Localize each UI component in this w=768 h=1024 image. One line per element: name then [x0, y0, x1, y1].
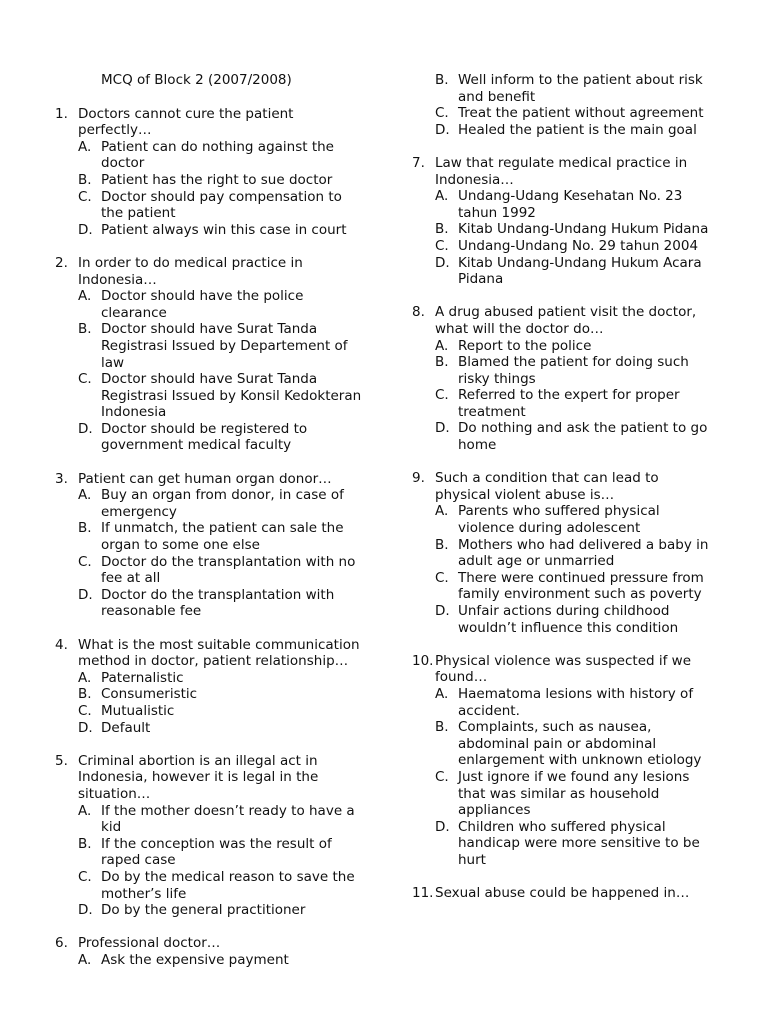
answer-options — [435, 686, 712, 869]
option-text: Referred to the expert for proper treatment — [458, 387, 680, 420]
question-item — [55, 637, 365, 737]
option-text: Kitab Undang-Undang Hukum Pidana — [458, 221, 709, 238]
answer-option — [78, 189, 365, 222]
option-letter: C. — [435, 569, 449, 586]
option-text: Doctor do the transplantation with reasonable fee — [101, 586, 335, 620]
option-text: Doctor should have the police clearance — [101, 288, 304, 321]
answer-option — [435, 122, 712, 139]
question-item — [412, 470, 712, 636]
question-text: Professional doctor… — [78, 935, 221, 952]
answer-option — [78, 952, 365, 969]
option-letter: A. — [78, 951, 92, 968]
answer-option — [78, 554, 365, 587]
question-stem — [412, 470, 712, 503]
question-stem — [55, 935, 365, 952]
question-stem — [412, 653, 712, 686]
answer-option — [78, 222, 365, 239]
option-letter: D. — [435, 420, 450, 437]
option-text: Blamed the patient for doing such risky things — [458, 354, 689, 387]
option-text: Consumeristic — [101, 686, 198, 703]
question-number: 11. — [412, 885, 434, 902]
option-text: Mothers who had delivered a baby in adult age or unmarried — [458, 536, 709, 570]
answer-option — [78, 288, 365, 321]
option-letter: B. — [435, 719, 449, 736]
option-letter: A. — [435, 337, 449, 354]
option-text: Kitab Undang-Undang Hukum Acara Pidana — [458, 254, 702, 288]
answer-option — [435, 570, 712, 603]
answer-option — [435, 387, 712, 420]
answer-option — [78, 421, 365, 454]
question-number: 1. — [55, 105, 68, 122]
option-letter: B. — [435, 354, 449, 371]
answer-option — [78, 139, 365, 172]
option-letter: C. — [78, 702, 92, 719]
option-letter: D. — [78, 586, 93, 603]
question-text: What is the most suitable communication method in doctor, patient relationship… — [78, 636, 360, 670]
answer-option — [435, 503, 712, 536]
question-text: Sexual abuse could be happened in… — [435, 885, 690, 902]
left-column — [55, 72, 365, 968]
option-letter: A. — [78, 802, 92, 819]
question-stem — [412, 304, 712, 337]
option-letter: B. — [435, 536, 449, 553]
answer-options — [435, 503, 712, 636]
option-letter: D. — [78, 420, 93, 437]
option-letter: D. — [78, 221, 93, 238]
question-stem — [55, 753, 365, 803]
question-number: 4. — [55, 636, 68, 653]
option-text: Undang-Undang No. 29 tahun 2004 — [458, 237, 699, 254]
answer-option — [435, 221, 712, 238]
option-letter: A. — [78, 138, 92, 155]
option-text: Doctor should pay compensation to the patient — [101, 188, 342, 222]
answer-option — [78, 670, 365, 687]
answer-option — [78, 487, 365, 520]
question-number: 10. — [412, 652, 434, 669]
option-text: Patient can do nothing against the doctor — [101, 138, 334, 172]
question-number: 9. — [412, 470, 425, 487]
question-number: 3. — [55, 470, 68, 487]
answer-options — [435, 72, 712, 138]
option-letter: A. — [78, 288, 92, 305]
option-letter: A. — [435, 503, 449, 520]
answer-options — [78, 487, 365, 620]
option-text: Doctor do the transplantation with no fee at all — [101, 553, 356, 587]
option-text: Children who suffered physical handicap were more sensitive to be hurt — [458, 818, 700, 868]
answer-option — [78, 371, 365, 421]
option-text: If the conception was the result of raped case — [101, 835, 332, 869]
answer-option — [78, 686, 365, 703]
question-stem — [55, 471, 365, 488]
question-item — [55, 255, 365, 454]
option-text: Doctor should have Surat Tanda Registrasi Issued by Departement of law — [101, 321, 348, 371]
answer-options — [435, 338, 712, 454]
answer-option — [435, 255, 712, 288]
option-letter: A. — [435, 188, 449, 205]
question-number: 2. — [55, 254, 68, 271]
question-item — [55, 471, 365, 620]
option-text: Doctor should have Surat Tanda Registrasi Issued by Konsil Kedokteran Indonesia — [101, 371, 362, 421]
option-letter: B. — [435, 72, 449, 88]
option-text: Paternalistic — [101, 669, 184, 686]
answer-option — [435, 603, 712, 636]
answer-options — [435, 188, 712, 288]
option-letter: C. — [435, 237, 449, 254]
answer-option — [435, 238, 712, 255]
option-text: Do by the general practitioner — [101, 902, 306, 919]
option-letter: C. — [78, 188, 92, 205]
option-letter: C. — [435, 768, 449, 785]
question-stem — [55, 637, 365, 670]
question-number: 6. — [55, 935, 68, 952]
right-column — [412, 72, 712, 918]
answer-option — [435, 354, 712, 387]
option-letter: B. — [78, 520, 92, 537]
question-text: Law that regulate medical practice in Indonesia… — [435, 154, 688, 188]
answer-option — [78, 720, 365, 737]
option-text: Report to the police — [458, 337, 592, 354]
question-stem — [55, 255, 365, 288]
option-text: Just ignore if we found any lesions that was similar as household appliances — [458, 768, 690, 819]
option-letter: A. — [78, 487, 92, 504]
question-item — [55, 935, 365, 968]
option-text: Patient has the right to sue doctor — [101, 171, 333, 188]
question-item — [55, 106, 365, 239]
answer-option — [78, 587, 365, 620]
option-letter: B. — [78, 835, 92, 852]
option-text: Well inform to the patient about risk and benefit — [458, 72, 703, 105]
option-text: Haematoma lesions with history of accident. — [458, 685, 694, 719]
option-letter: D. — [435, 121, 450, 138]
option-letter: D. — [435, 254, 450, 271]
option-text: Parents who suffered physical violence during adolescent — [458, 503, 660, 537]
answer-option — [78, 902, 365, 919]
option-text: Buy an organ from donor, in case of emergency — [101, 487, 344, 520]
answer-options — [78, 803, 365, 919]
option-letter: C. — [435, 105, 449, 122]
answer-option — [78, 803, 365, 836]
option-letter: B. — [78, 171, 92, 188]
question-text: Physical violence was suspected if we found… — [435, 652, 691, 686]
question-number: 7. — [412, 154, 425, 171]
option-letter: B. — [435, 221, 449, 238]
question-item — [412, 72, 712, 138]
option-letter: D. — [435, 818, 450, 835]
answer-option — [435, 719, 712, 769]
option-text: If unmatch, the patient can sale the organ to some one else — [101, 520, 344, 554]
option-text: Patient always win this case in court — [101, 221, 347, 238]
answer-option — [78, 836, 365, 869]
option-text: Unfair actions during childhood wouldn’t influence this condition — [458, 603, 679, 636]
question-stem — [412, 155, 712, 188]
option-text: If the mother doesn’t ready to have a kid — [101, 802, 355, 836]
answer-options — [78, 670, 365, 736]
answer-options — [78, 139, 365, 239]
answer-option — [435, 420, 712, 453]
option-text: Ask the expensive payment — [101, 951, 289, 968]
question-item — [412, 304, 712, 453]
question-text: Patient can get human organ donor… — [78, 470, 332, 487]
answer-option — [435, 105, 712, 122]
answer-option — [435, 537, 712, 570]
option-text: Healed the patient is the main goal — [458, 121, 697, 138]
question-number: 8. — [412, 304, 425, 321]
question-stem — [412, 885, 712, 902]
option-text: There were continued pressure from family environment such as poverty — [458, 569, 704, 603]
option-letter: C. — [435, 387, 449, 404]
question-stem — [55, 106, 365, 139]
answer-options — [78, 952, 365, 969]
question-text: A drug abused patient visit the doctor, what will the doctor do… — [435, 304, 697, 337]
option-text: Complaints, such as nausea, abdominal pain or abdominal enlargement with unknown etiology — [458, 719, 702, 769]
option-letter: C. — [78, 553, 92, 570]
option-letter: B. — [78, 686, 92, 703]
answer-option — [78, 321, 365, 371]
option-text: Mutualistic — [101, 702, 175, 719]
option-text: Do by the medical reason to save the mother’s life — [101, 868, 355, 902]
question-item — [412, 653, 712, 869]
option-letter: C. — [78, 371, 92, 388]
answer-option — [78, 869, 365, 902]
question-text: Criminal abortion is an illegal act in Indonesia, however it is legal in the situation… — [78, 752, 319, 802]
question-number: 5. — [55, 752, 68, 769]
option-text: Undang-Udang Kesehatan No. 23 tahun 1992 — [458, 188, 683, 221]
answer-option — [435, 338, 712, 355]
answer-option — [78, 703, 365, 720]
option-text: Default — [101, 719, 151, 736]
answer-option — [435, 188, 712, 221]
option-letter: D. — [78, 719, 93, 736]
question-item — [412, 155, 712, 288]
answer-option — [78, 520, 365, 553]
option-letter: D. — [78, 902, 93, 919]
answer-option — [78, 172, 365, 189]
answer-option — [435, 819, 712, 869]
option-letter: A. — [435, 685, 449, 702]
option-text: Doctor should be registered to government medical faculty — [101, 420, 308, 454]
option-letter: C. — [78, 868, 92, 885]
question-text: Doctors cannot cure the patient perfectly… — [78, 105, 294, 139]
option-text: Do nothing and ask the patient to go home — [458, 420, 708, 454]
option-text: Treat the patient without agreement — [458, 105, 704, 122]
document-title: MCQ of Block 2 (2007/2008) — [101, 72, 292, 88]
answer-option — [435, 686, 712, 719]
answer-options — [78, 288, 365, 454]
option-letter: A. — [78, 669, 92, 686]
question-text: In order to do medical practice in Indonesia… — [78, 254, 303, 288]
question-item — [412, 885, 712, 902]
option-letter: B. — [78, 321, 92, 338]
answer-option — [435, 769, 712, 819]
option-letter: D. — [435, 603, 450, 619]
answer-option — [435, 72, 712, 105]
question-text: Such a condition that can lead to physical violent abuse is… — [435, 470, 659, 503]
question-item — [55, 753, 365, 919]
